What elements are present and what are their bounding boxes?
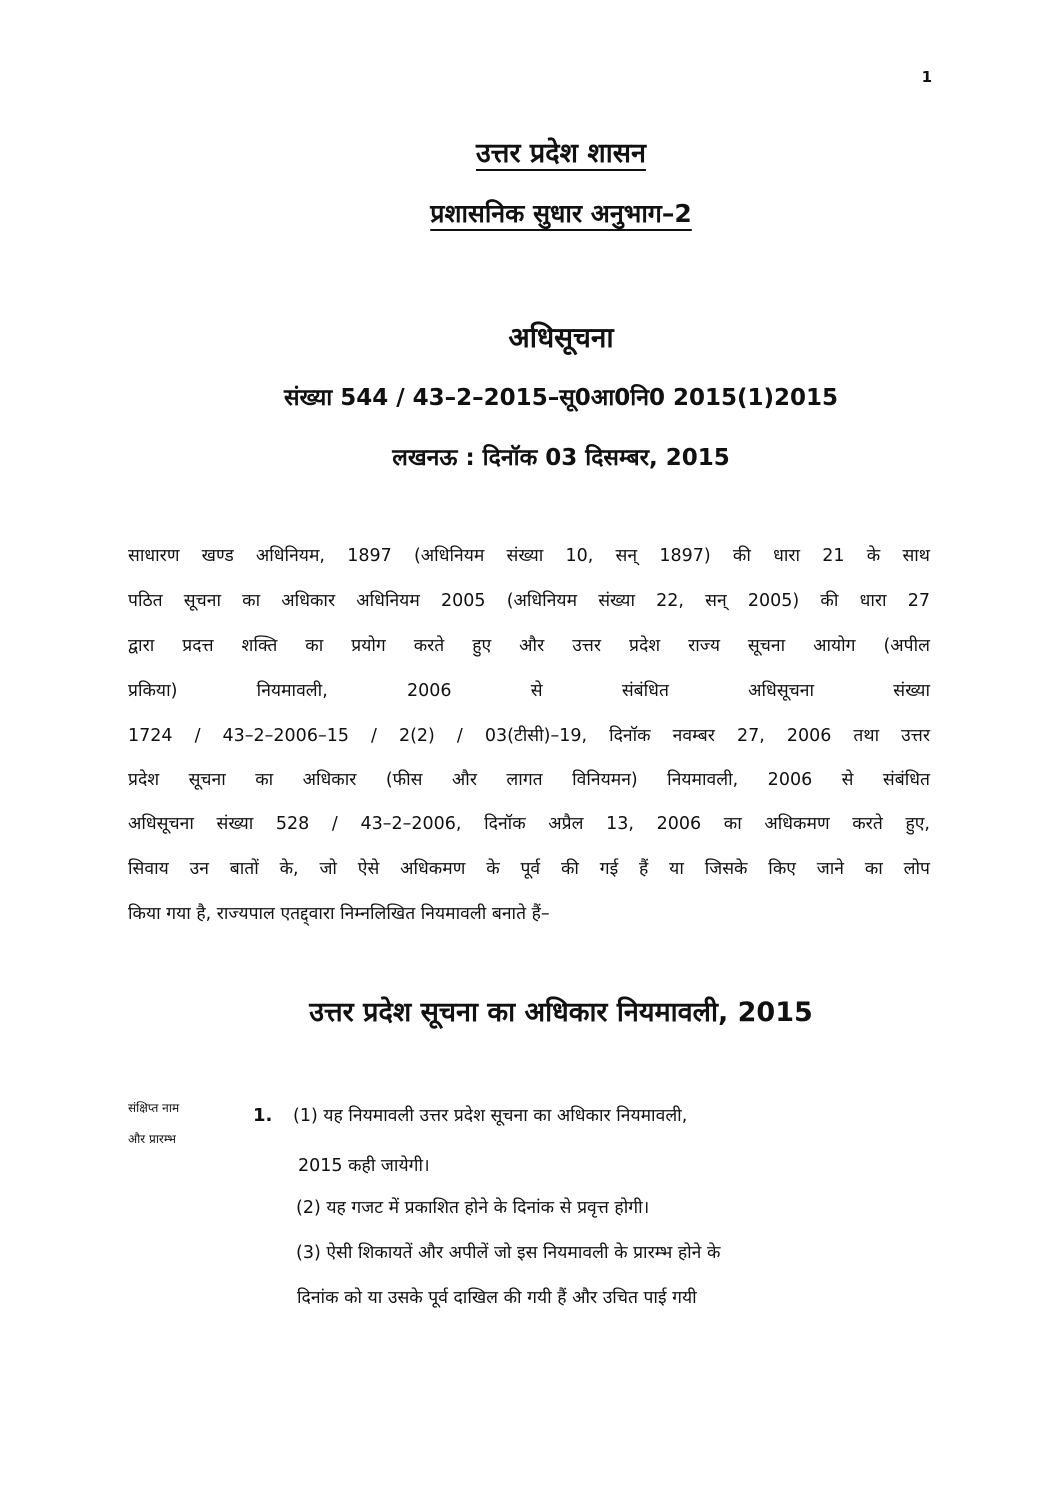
rule-side-note-line: और प्रारम्भ <box>128 1132 176 1146</box>
preamble-line: पठित सूचना का अधिकार अधिनियम 2005 (अधिनियम संख्या 22, सन् 2005) की धारा 27 <box>128 591 930 611</box>
preamble-line: प्रदेश सूचना का अधिकार (फीस और लागत विनियमन) नियमावली, 2006 से संबंधित <box>128 770 930 790</box>
rule-number: 1. <box>253 1105 273 1126</box>
rule-clause-line: (2) यह गजट में प्रकाशित होने के दिनांक से प्रवृत्त होगी। <box>296 1198 650 1218</box>
preamble-line: द्वारा प्रदत्त शक्ति का प्रयोग करते हुए और उत्तर प्रदेश राज्य सूचना आयोग (अपील <box>128 636 930 656</box>
rule-clause-line: दिनांक को या उसके पूर्व दाखिल की गयी हैं और उचित पाई गयी <box>297 1288 697 1308</box>
rule-clause-line: (1) यह नियमावली उत्तर प्रदेश सूचना का अधिकार नियमावली, <box>293 1106 688 1126</box>
preamble-line: 1724 / 43–2–2006–15 / 2(2) / 03(टीसी)–19, दिनॉक नवम्बर 27, 2006 तथा उत्तर <box>128 726 930 746</box>
preamble-paragraph <box>128 544 930 924</box>
page-number: 1 <box>921 68 932 86</box>
rule-side-note-line: संक्षिप्त नाम <box>128 1101 180 1115</box>
department-heading <box>0 196 1058 230</box>
rule-clause-line: (3) ऐसी शिकायतें और अपीलें जो इस नियमावली के प्रारम्भ होने के <box>296 1243 721 1263</box>
department-heading-text: प्रशासनिक सुधार अनुभाग–2 <box>430 199 692 228</box>
rule-clause-line: 2015 कही जायेगी। <box>298 1156 430 1176</box>
preamble-line: साधारण खण्ड अधिनियम, 1897 (अधिनियम संख्या 10, सन् 1897) की धारा 21 के साथ <box>128 546 930 566</box>
preamble-line: किया गया है, राज्यपाल एतद्द्वारा निम्नलिखित नियमावली बनाते हैं– <box>128 904 550 924</box>
rules-title: उत्तर प्रदेश सूचना का अधिकार नियमावली, 2015 <box>309 997 813 1028</box>
preamble-line: सिवाय उन बातों के, जो ऐसे अधिकमण के पूर्व की गई हैं या जिसके किए जाने का लोप <box>128 859 930 879</box>
government-heading <box>0 133 1058 170</box>
government-heading-text: उत्तर प्रदेश शासन <box>476 138 646 169</box>
notification-date: लखनऊ : दिनॉक 03 दिसम्बर, 2015 <box>392 445 730 471</box>
preamble-line: अधिसूचना संख्या 528 / 43–2–2006, दिनॉक अप्रैल 13, 2006 का अधिकमण करते हुए, <box>128 814 930 834</box>
notification-number: संख्या 544 / 43–2–2015–सू0आ0नि0 2015(1)2015 <box>283 385 839 411</box>
notification-title: अधिसूचना <box>508 321 614 354</box>
preamble-line: प्रकिया) नियमावली, 2006 से संबंधित अधिसूचना संख्या <box>128 681 930 701</box>
